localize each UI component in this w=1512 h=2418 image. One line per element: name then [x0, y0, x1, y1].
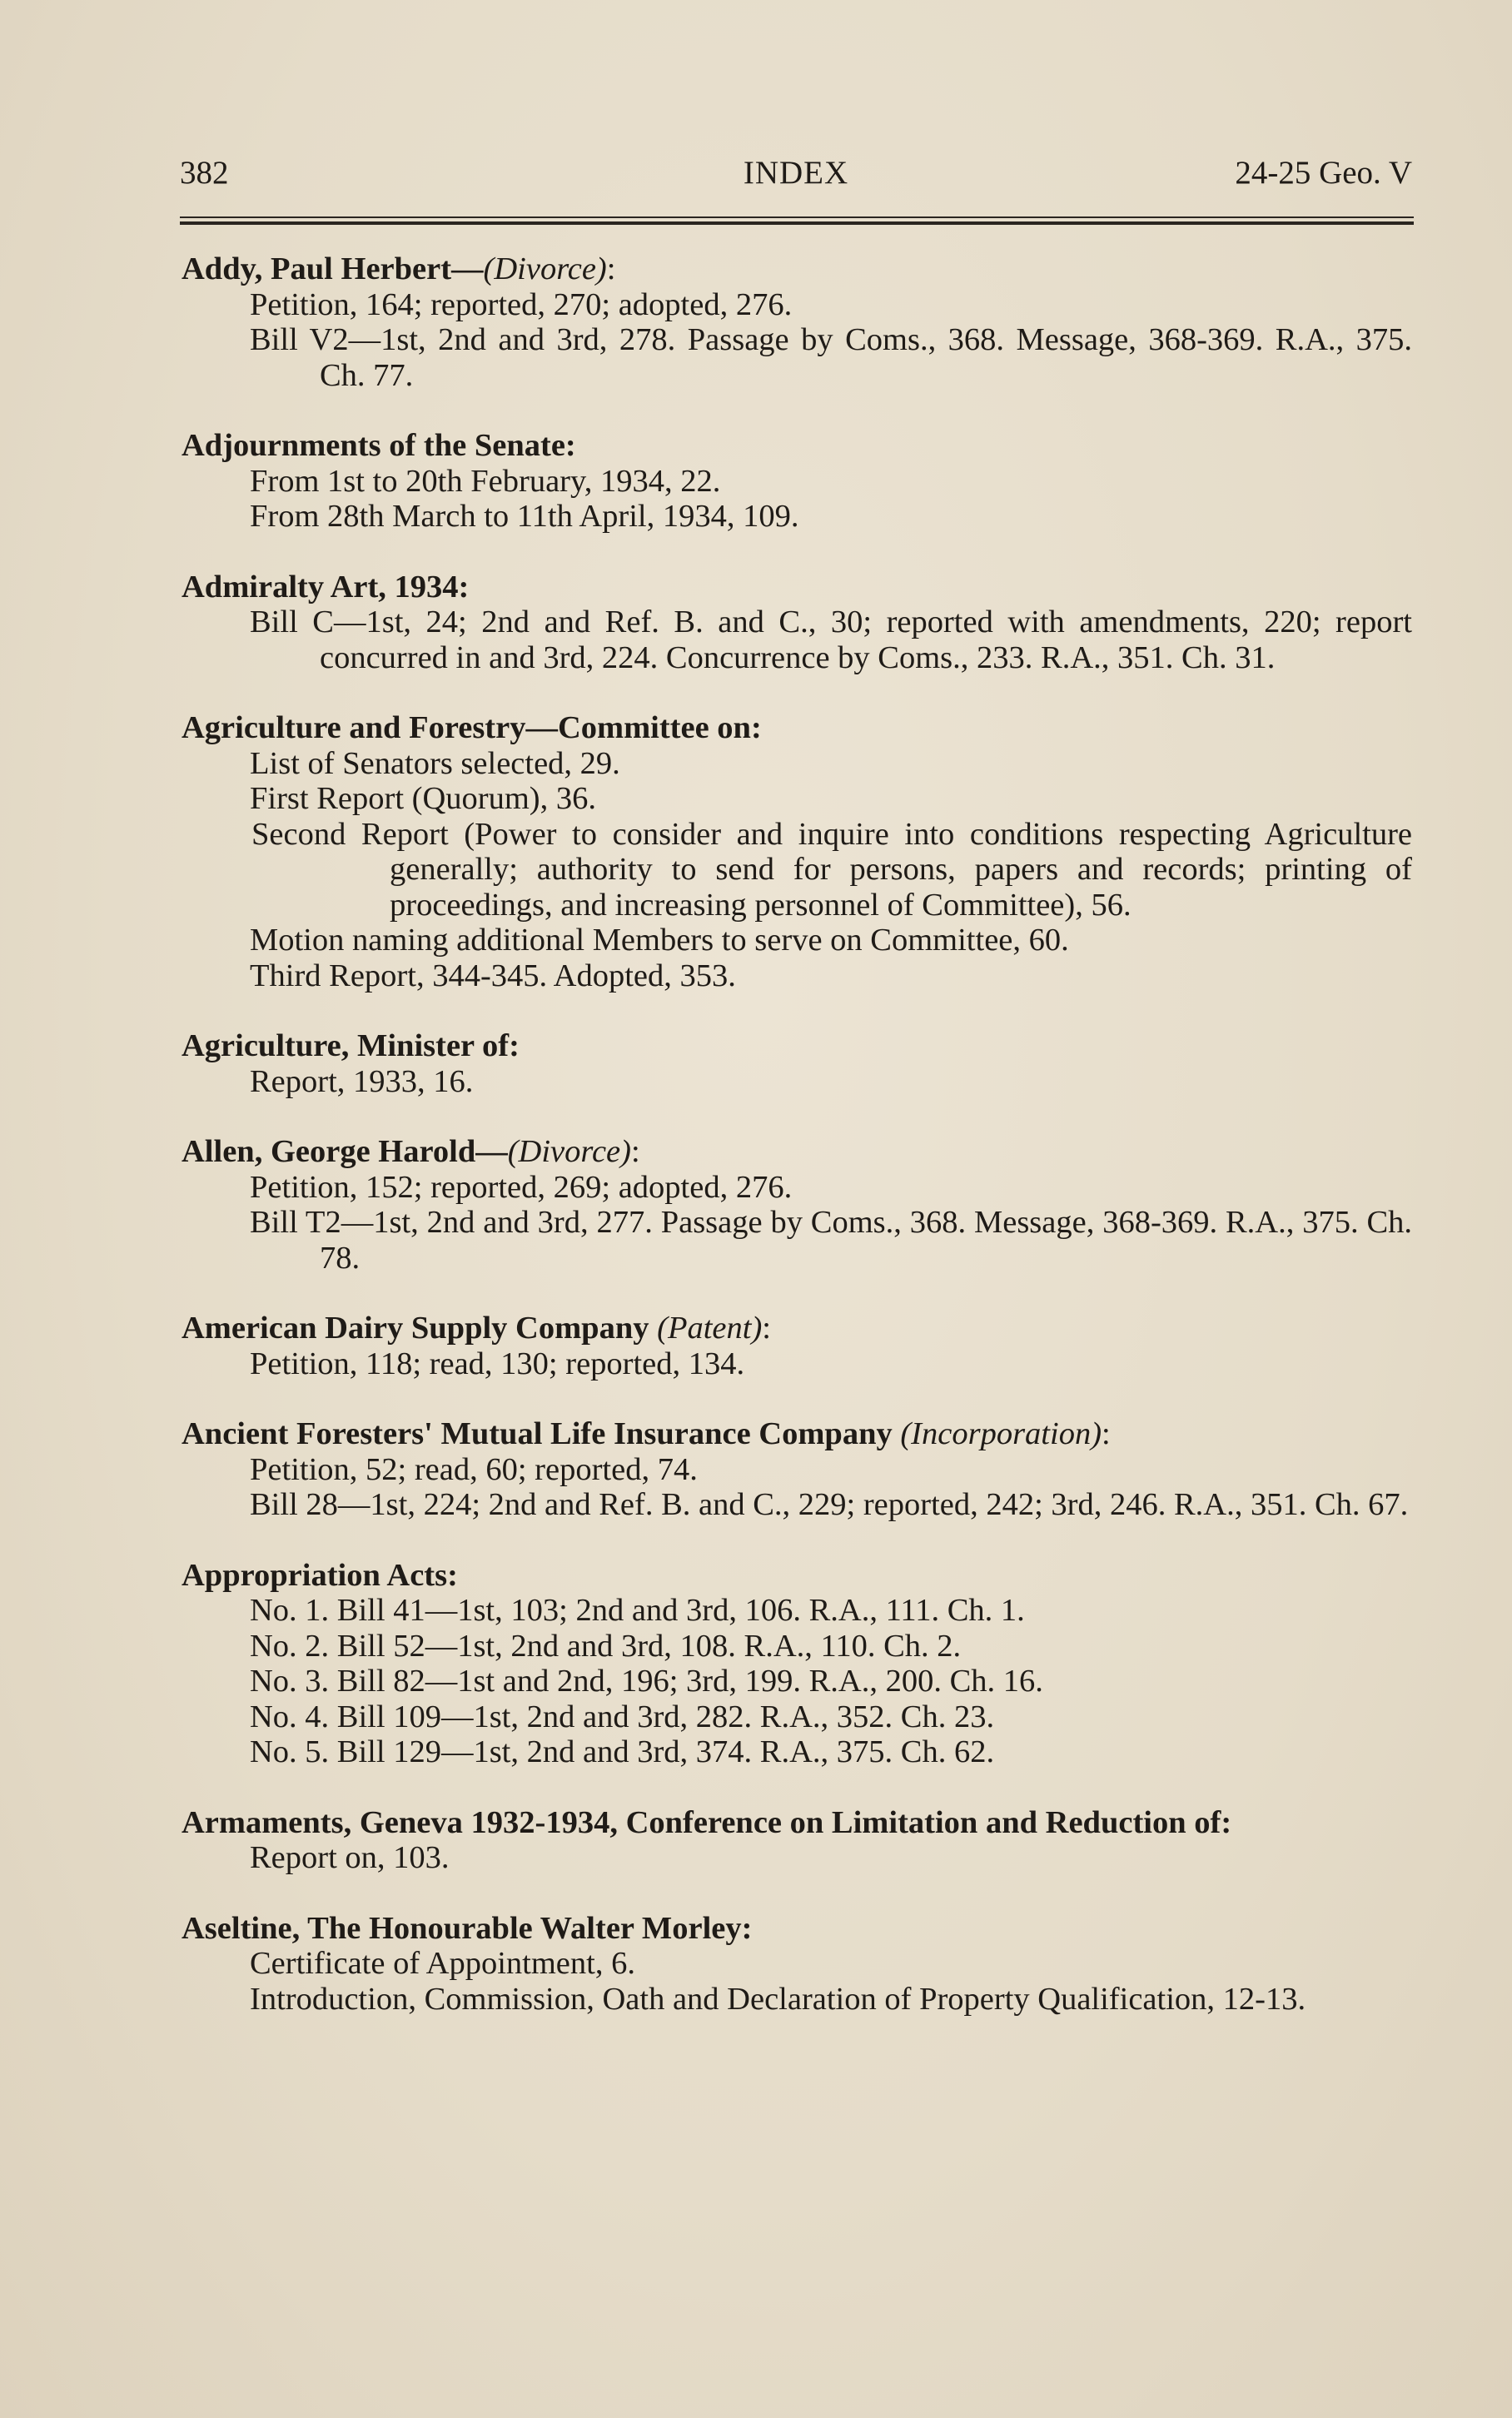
entry-line: Petition, 164; reported, 270; adopted, 276. [250, 286, 793, 322]
entry-line: No. 4. Bill 109—1st, 2nd and 3rd, 282. R.A., 352. Ch. 23. [250, 1699, 995, 1734]
entry-heading: Agriculture and Forestry—Committee on: [182, 710, 762, 745]
entry-line: Report, 1933, 16. [250, 1063, 474, 1099]
index-entry-agriculture-minister [182, 1028, 1412, 1099]
entry-line: Certificate of Appointment, 6. [250, 1946, 635, 1981]
entry-heading: Appropriation Acts: [182, 1557, 458, 1593]
entry-line: Petition, 152; reported, 269; adopted, 276. [250, 1169, 793, 1205]
entry-line: Report on, 103. [250, 1840, 450, 1875]
heading-qualifier: (Patent) [657, 1311, 763, 1346]
page-number: 382 [180, 155, 229, 191]
index-entry-agriculture-forestry [182, 710, 1412, 993]
heading-qualifier: (Divorce) [483, 251, 607, 286]
index-entry-appropriation-acts [182, 1558, 1412, 1770]
header-double-rule [180, 216, 1414, 225]
index-entry-aseltine [182, 1911, 1412, 2017]
entry-heading: Addy, Paul Herbert—(Divorce): [182, 251, 616, 286]
entry-line: No. 5. Bill 129—1st, 2nd and 3rd, 374. R.A., 375. Ch. 62. [250, 1734, 995, 1769]
heading-qualifier: (Incorporation) [900, 1416, 1102, 1451]
entry-line: Second Report (Power to consider and inquire into conditions respecting Agriculture generally; authority to send for persons, papers and records; printing of proceedings, and increasing personnel of Committee), 56. [251, 816, 1412, 923]
page-header [180, 152, 1412, 194]
entry-heading: Ancient Foresters' Mutual Life Insurance Company (Incorporation): [182, 1416, 1111, 1451]
heading-qualifier: (Divorce) [507, 1134, 631, 1169]
entry-heading: American Dairy Supply Company (Patent): [182, 1311, 771, 1346]
entry-heading: Admiralty Art, 1934: [182, 569, 470, 604]
entry-line: Bill C—1st, 24; 2nd and Ref. B. and C., 30; reported with amendments, 220; report concurred in and 3rd, 224. Concurrence by Coms., 233. R.A., 351. Ch. 31. [250, 604, 1412, 675]
entry-line: Petition, 52; read, 60; reported, 74. [250, 1451, 698, 1487]
entry-line: Petition, 118; read, 130; reported, 134. [250, 1346, 745, 1381]
index-entry-ancient-foresters [182, 1416, 1412, 1523]
index-entry-adjournments [182, 428, 1412, 535]
entry-line: List of Senators selected, 29. [250, 745, 620, 781]
index-entry-admiralty [182, 570, 1412, 676]
entry-line: No. 2. Bill 52—1st, 2nd and 3rd, 108. R.A., 110. Ch. 2. [250, 1628, 962, 1664]
entry-heading: Agriculture, Minister of: [182, 1028, 520, 1063]
entry-line: No. 1. Bill 41—1st, 103; 2nd and 3rd, 106. R.A., 111. Ch. 1. [250, 1593, 1025, 1628]
regnal-year: 24-25 Geo. V [1235, 155, 1412, 191]
running-title: INDEX [743, 155, 849, 191]
index-entries [182, 251, 1412, 2052]
entry-heading: Allen, George Harold—(Divorce): [182, 1134, 640, 1169]
index-entry-addy [182, 251, 1412, 393]
entry-line: From 1st to 20th February, 1934, 22. [250, 463, 721, 499]
entry-line: Introduction, Commission, Oath and Declaration of Property Qualification, 12-13. [250, 1981, 1306, 2017]
entry-line: Bill 28—1st, 224; 2nd and Ref. B. and C., 229; reported, 242; 3rd, 246. R.A., 351. Ch. 67. [250, 1487, 1409, 1522]
index-entry-american-dairy [182, 1311, 1412, 1381]
entry-line: From 28th March to 11th April, 1934, 109. [250, 499, 799, 534]
entry-line: First Report (Quorum), 36. [250, 781, 596, 816]
entry-line: Motion naming additional Members to serve on Committee, 60. [250, 923, 1069, 958]
entry-line: Third Report, 344-345. Adopted, 353. [250, 958, 736, 993]
entry-line: Bill V2—1st, 2nd and 3rd, 278. Passage by Coms., 368. Message, 368-369. R.A., 375. Ch. 77. [250, 322, 1412, 393]
entry-heading: Aseltine, The Honourable Walter Morley: [182, 1910, 753, 1946]
index-entry-armaments [182, 1805, 1412, 1876]
entry-line: Bill T2—1st, 2nd and 3rd, 277. Passage by Coms., 368. Message, 368-369. R.A., 375. Ch. 78. [250, 1205, 1412, 1276]
index-entry-allen [182, 1134, 1412, 1276]
entry-heading: Adjournments of the Senate: [182, 428, 576, 463]
entry-line: No. 3. Bill 82—1st and 2nd, 196; 3rd, 199. R.A., 200. Ch. 16. [250, 1664, 1043, 1699]
entry-heading: Armaments, Geneva 1932-1934, Conference on Limitation and Reduction of: [182, 1804, 1232, 1840]
